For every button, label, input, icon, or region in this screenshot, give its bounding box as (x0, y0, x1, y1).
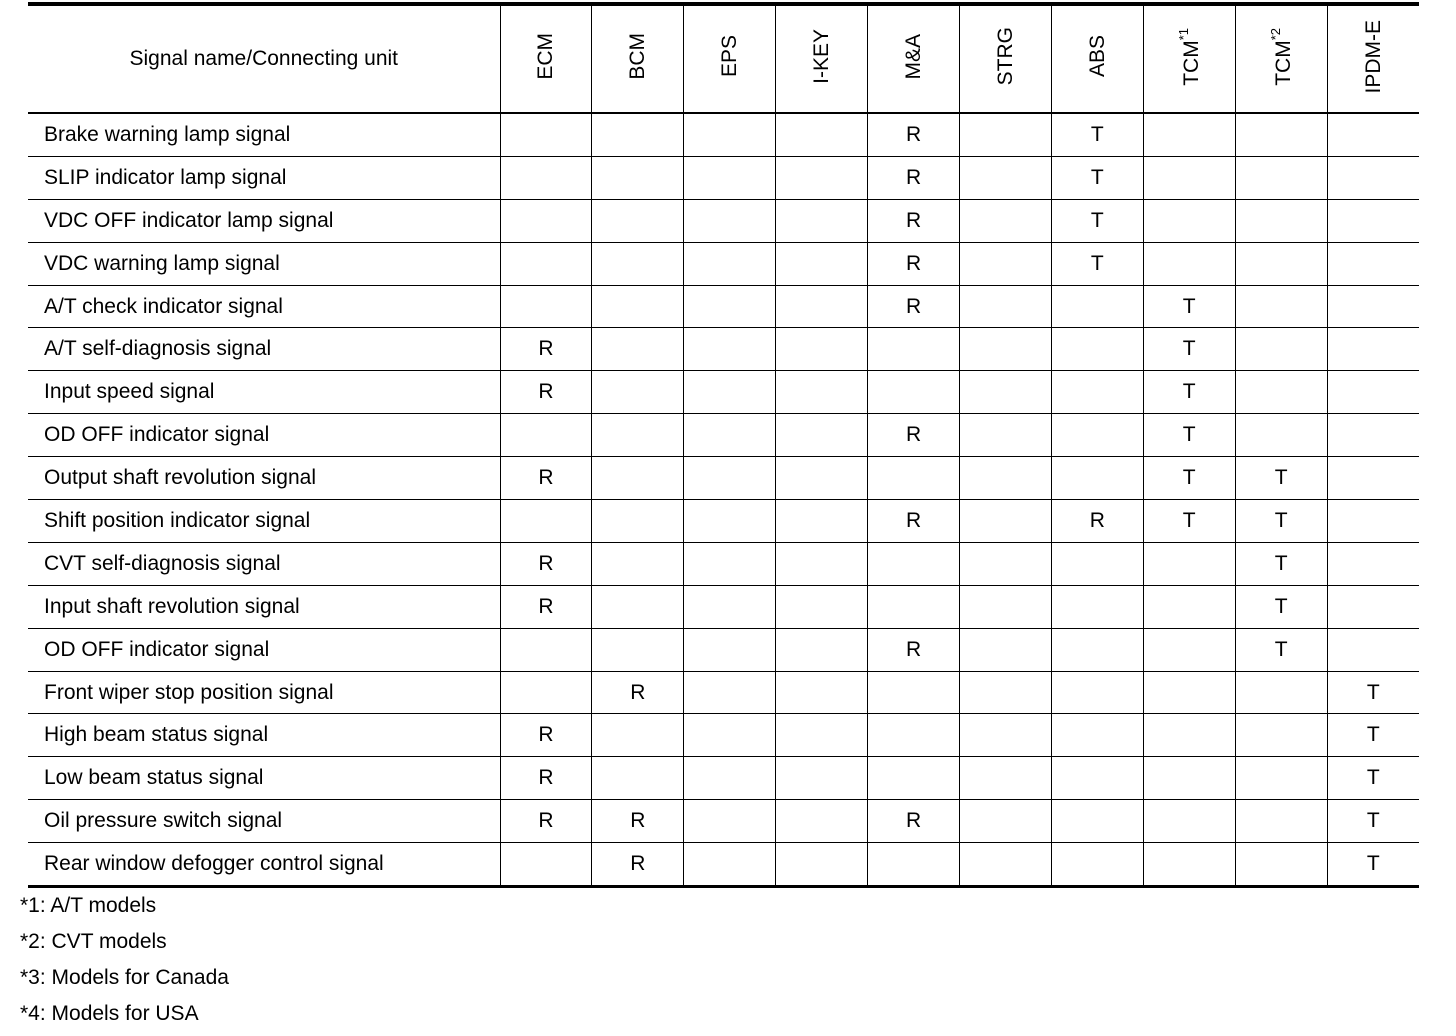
signal-value-cell: T (1235, 542, 1327, 585)
table-row (28, 628, 1419, 671)
signal-name-cell: OD OFF indicator signal (28, 414, 500, 457)
signal-name-cell: Front wiper stop position signal (28, 671, 500, 714)
unit-header-eps (684, 4, 776, 113)
signal-value-cell (959, 757, 1051, 800)
signal-value-cell (1235, 414, 1327, 457)
signal-value-cell (1143, 843, 1235, 887)
signal-value-cell (592, 585, 684, 628)
footnote-item: *2: CVT models (20, 930, 167, 953)
table-row (28, 457, 1419, 500)
signal-value-cell (959, 714, 1051, 757)
table-row (28, 242, 1419, 285)
signal-name-cell: A/T check indicator signal (28, 285, 500, 328)
signal-value-cell: T (1143, 285, 1235, 328)
signal-value-cell (1051, 843, 1143, 887)
signal-value-cell: R (868, 285, 960, 328)
signal-value-cell (868, 714, 960, 757)
signal-value-cell: R (592, 671, 684, 714)
signal-value-cell: R (500, 585, 592, 628)
signal-value-cell (1235, 371, 1327, 414)
signal-value-cell (1051, 628, 1143, 671)
signal-value-cell (1051, 414, 1143, 457)
table-row (28, 843, 1419, 887)
signal-value-cell: T (1327, 800, 1419, 843)
signal-value-cell (959, 671, 1051, 714)
table-row (28, 542, 1419, 585)
signal-value-cell (868, 542, 960, 585)
signal-value-cell (959, 800, 1051, 843)
signal-value-cell (1327, 457, 1419, 500)
signal-value-cell (1143, 628, 1235, 671)
signal-value-cell (959, 113, 1051, 156)
signal-value-cell (1051, 542, 1143, 585)
signal-name-cell: High beam status signal (28, 714, 500, 757)
signal-value-cell (1143, 671, 1235, 714)
signal-value-cell (1051, 757, 1143, 800)
signal-value-cell (959, 414, 1051, 457)
signal-value-cell (1051, 328, 1143, 371)
signal-value-cell: T (1327, 843, 1419, 887)
signal-value-cell (1235, 800, 1327, 843)
signal-value-cell (1143, 113, 1235, 156)
table-row (28, 113, 1419, 156)
signal-value-cell: R (868, 800, 960, 843)
signal-value-cell: T (1143, 328, 1235, 371)
unit-name: ECM (534, 33, 558, 80)
signal-value-cell (592, 199, 684, 242)
signal-name-cell: Rear window defogger control signal (28, 843, 500, 887)
signal-value-cell: T (1143, 500, 1235, 543)
signal-value-cell (776, 500, 868, 543)
signal-value-cell (1051, 585, 1143, 628)
signal-value-cell (684, 800, 776, 843)
signal-value-cell: T (1235, 500, 1327, 543)
signal-value-cell (500, 285, 592, 328)
signal-value-cell (959, 500, 1051, 543)
signal-value-cell: R (868, 242, 960, 285)
signal-value-cell (1143, 199, 1235, 242)
signal-value-cell: T (1235, 628, 1327, 671)
table-body (28, 113, 1419, 887)
unit-label (535, 33, 556, 80)
signal-value-cell (776, 242, 868, 285)
signal-value-cell (592, 457, 684, 500)
signal-value-cell (1327, 156, 1419, 199)
signal-value-cell: R (868, 156, 960, 199)
signal-name-cell: VDC warning lamp signal (28, 242, 500, 285)
unit-name: TCM (1179, 39, 1203, 86)
unit-name: ABS (1085, 35, 1109, 78)
signal-value-cell (592, 371, 684, 414)
unit-name: EPS (718, 35, 742, 78)
signal-value-cell (592, 414, 684, 457)
signal-value-cell (500, 414, 592, 457)
signal-name-cell: A/T self-diagnosis signal (28, 328, 500, 371)
signal-value-cell (592, 500, 684, 543)
table-row (28, 199, 1419, 242)
unit-label (811, 29, 832, 84)
signal-name-cell: Input shaft revolution signal (28, 585, 500, 628)
signal-value-cell (1051, 800, 1143, 843)
signal-value-cell: R (500, 714, 592, 757)
signal-value-cell (684, 285, 776, 328)
signal-value-cell (776, 414, 868, 457)
table-row (28, 371, 1419, 414)
signal-value-cell (684, 714, 776, 757)
signal-value-cell: T (1235, 457, 1327, 500)
footnote-item: *1: A/T models (20, 894, 157, 917)
unit-label (1363, 20, 1384, 94)
signal-value-cell (1327, 628, 1419, 671)
signal-value-cell (1235, 843, 1327, 887)
signal-value-cell (592, 113, 684, 156)
unit-label (1087, 35, 1108, 77)
signal-name-cell: VDC OFF indicator lamp signal (28, 199, 500, 242)
signal-value-cell (959, 542, 1051, 585)
unit-header-ipdm-e (1327, 4, 1419, 113)
signal-value-cell (500, 843, 592, 887)
signal-value-cell (684, 585, 776, 628)
signal-name-header: Signal name/Connecting unit (28, 4, 500, 113)
signal-value-cell (500, 628, 592, 671)
unit-label (1269, 28, 1294, 86)
signal-name-cell: Output shaft revolution signal (28, 457, 500, 500)
signal-value-cell (776, 714, 868, 757)
signal-value-cell (1235, 757, 1327, 800)
unit-name: I-KEY (810, 29, 834, 84)
signal-value-cell (1327, 414, 1419, 457)
unit-header-tcm-1 (1143, 4, 1235, 113)
signal-value-cell (959, 328, 1051, 371)
signal-value-cell (959, 843, 1051, 887)
signal-value-cell (776, 156, 868, 199)
unit-label (719, 35, 740, 77)
signal-value-cell (776, 285, 868, 328)
signal-value-cell (684, 113, 776, 156)
signal-value-cell (592, 714, 684, 757)
signal-value-cell (592, 156, 684, 199)
signal-value-cell (776, 199, 868, 242)
signal-value-cell (684, 371, 776, 414)
signal-value-cell (1143, 757, 1235, 800)
signal-value-cell (684, 628, 776, 671)
signal-value-cell (500, 242, 592, 285)
unit-footnote-marker: *2 (1267, 27, 1283, 40)
signal-value-cell (684, 242, 776, 285)
signal-value-cell (1327, 542, 1419, 585)
signal-value-cell (959, 628, 1051, 671)
signal-value-cell (500, 156, 592, 199)
signal-value-cell: R (592, 800, 684, 843)
signal-value-cell (959, 457, 1051, 500)
table-row (28, 414, 1419, 457)
signal-value-cell (868, 457, 960, 500)
signal-value-cell: T (1051, 156, 1143, 199)
signal-value-cell: R (868, 113, 960, 156)
footnotes (20, 892, 229, 1036)
table-row (28, 585, 1419, 628)
footnote-item: *3: Models for Canada (20, 966, 229, 989)
signal-value-cell (592, 285, 684, 328)
table-row (28, 671, 1419, 714)
signal-value-cell (1143, 242, 1235, 285)
signal-value-cell: R (500, 328, 592, 371)
signal-value-cell (592, 542, 684, 585)
signal-value-cell: R (500, 542, 592, 585)
signal-value-cell (959, 199, 1051, 242)
signal-value-cell: R (500, 457, 592, 500)
signal-value-cell (1051, 371, 1143, 414)
signal-value-cell (868, 757, 960, 800)
signal-value-cell (776, 585, 868, 628)
signal-value-cell (868, 671, 960, 714)
signal-value-cell (1327, 242, 1419, 285)
signal-value-cell (776, 457, 868, 500)
signal-value-cell (1327, 285, 1419, 328)
unit-header-strg (959, 4, 1051, 113)
signal-value-cell (1143, 714, 1235, 757)
signal-value-cell (500, 199, 592, 242)
signal-value-cell (776, 371, 868, 414)
signal-value-cell (868, 843, 960, 887)
signal-value-cell (684, 843, 776, 887)
signal-value-cell: T (1051, 242, 1143, 285)
signal-name-cell: Oil pressure switch signal (28, 800, 500, 843)
signal-value-cell (959, 285, 1051, 328)
signal-name-cell: Shift position indicator signal (28, 500, 500, 543)
signal-name-cell: OD OFF indicator signal (28, 628, 500, 671)
footnote-item: *4: Models for USA (20, 1002, 199, 1025)
signal-value-cell (592, 328, 684, 371)
signal-value-cell (1051, 457, 1143, 500)
signal-value-cell (1235, 285, 1327, 328)
signal-value-cell (500, 500, 592, 543)
signal-value-cell: R (592, 843, 684, 887)
signal-name-cell: Brake warning lamp signal (44, 122, 291, 146)
signal-value-cell (959, 242, 1051, 285)
signal-value-cell (1051, 714, 1143, 757)
unit-header-ecm (500, 4, 592, 113)
signal-value-cell: T (1143, 457, 1235, 500)
signal-value-cell (684, 457, 776, 500)
signal-value-cell (1327, 328, 1419, 371)
table-row (28, 328, 1419, 371)
signal-value-cell: T (1143, 414, 1235, 457)
signal-table (28, 2, 1419, 888)
signal-value-cell (776, 628, 868, 671)
signal-value-cell: T (1051, 113, 1143, 156)
signal-value-cell (1143, 542, 1235, 585)
signal-value-cell (1235, 199, 1327, 242)
table-row (28, 500, 1419, 543)
table-row (28, 757, 1419, 800)
signal-value-cell (1235, 156, 1327, 199)
signal-value-cell (1327, 113, 1419, 156)
signal-value-cell (868, 371, 960, 414)
signal-value-cell (684, 542, 776, 585)
signal-value-cell (592, 757, 684, 800)
signal-value-cell (684, 156, 776, 199)
signal-value-cell (684, 328, 776, 371)
unit-name: STRG (993, 27, 1017, 86)
unit-footnote-marker: *1 (1175, 27, 1191, 40)
signal-value-cell (1327, 199, 1419, 242)
unit-label (995, 27, 1016, 85)
unit-label (1177, 28, 1202, 86)
signal-value-cell (868, 328, 960, 371)
signal-value-cell (868, 585, 960, 628)
signal-value-cell: R (500, 371, 592, 414)
signal-value-cell (959, 156, 1051, 199)
signal-value-cell (1235, 328, 1327, 371)
table-row (28, 156, 1419, 199)
signal-name-cell: SLIP indicator lamp signal (28, 156, 500, 199)
signal-value-cell (1235, 714, 1327, 757)
signal-value-cell (592, 242, 684, 285)
signal-value-cell (1327, 500, 1419, 543)
signal-value-cell: T (1327, 757, 1419, 800)
unit-name: IPDM-E (1361, 19, 1385, 94)
signal-value-cell (684, 199, 776, 242)
signal-name-cell: CVT self-diagnosis signal (28, 542, 500, 585)
signal-value-cell (776, 800, 868, 843)
signal-value-cell (776, 671, 868, 714)
signal-value-cell (1235, 113, 1327, 156)
signal-value-cell (500, 113, 592, 156)
signal-value-cell (776, 757, 868, 800)
table-row (28, 800, 1419, 843)
signal-value-cell (592, 628, 684, 671)
unit-label (903, 34, 924, 80)
signal-value-cell: T (1327, 671, 1419, 714)
signal-value-cell: R (868, 199, 960, 242)
signal-value-cell (1051, 671, 1143, 714)
signal-value-cell: R (500, 800, 592, 843)
signal-value-cell (1051, 285, 1143, 328)
signal-value-cell: T (1327, 714, 1419, 757)
signal-value-cell: T (1235, 585, 1327, 628)
signal-value-cell (1143, 156, 1235, 199)
header-row (28, 4, 1419, 113)
unit-label (627, 33, 648, 80)
unit-header-tcm-2 (1235, 4, 1327, 113)
table-row (28, 285, 1419, 328)
unit-header-m-a (868, 4, 960, 113)
signal-value-cell: R (1051, 500, 1143, 543)
signal-value-cell: R (868, 628, 960, 671)
signal-value-cell (1327, 585, 1419, 628)
signal-value-cell (776, 328, 868, 371)
signal-value-cell (1143, 585, 1235, 628)
signal-value-cell (959, 371, 1051, 414)
unit-header-bcm (592, 4, 684, 113)
signal-value-cell (1235, 242, 1327, 285)
signal-value-cell: R (868, 500, 960, 543)
unit-name: TCM (1271, 39, 1295, 86)
signal-value-cell (959, 585, 1051, 628)
unit-header-i-key (776, 4, 868, 113)
signal-value-cell: T (1143, 371, 1235, 414)
signal-value-cell: T (1051, 199, 1143, 242)
unit-name: M&A (902, 33, 926, 80)
unit-header-abs (1051, 4, 1143, 113)
unit-name: BCM (626, 33, 650, 80)
signal-value-cell (1235, 671, 1327, 714)
signal-value-cell (776, 542, 868, 585)
signal-value-cell (1143, 800, 1235, 843)
table-row (28, 714, 1419, 757)
signal-name-cell: Low beam status signal (28, 757, 500, 800)
signal-value-cell (684, 671, 776, 714)
signal-value-cell: R (500, 757, 592, 800)
signal-value-cell (684, 757, 776, 800)
signal-value-cell: R (868, 414, 960, 457)
signal-value-cell (684, 414, 776, 457)
signal-value-cell (684, 500, 776, 543)
signal-value-cell (776, 113, 868, 156)
signal-value-cell (776, 843, 868, 887)
signal-value-cell (1327, 371, 1419, 414)
signal-value-cell (500, 671, 592, 714)
signal-name-cell: Input speed signal (28, 371, 500, 414)
